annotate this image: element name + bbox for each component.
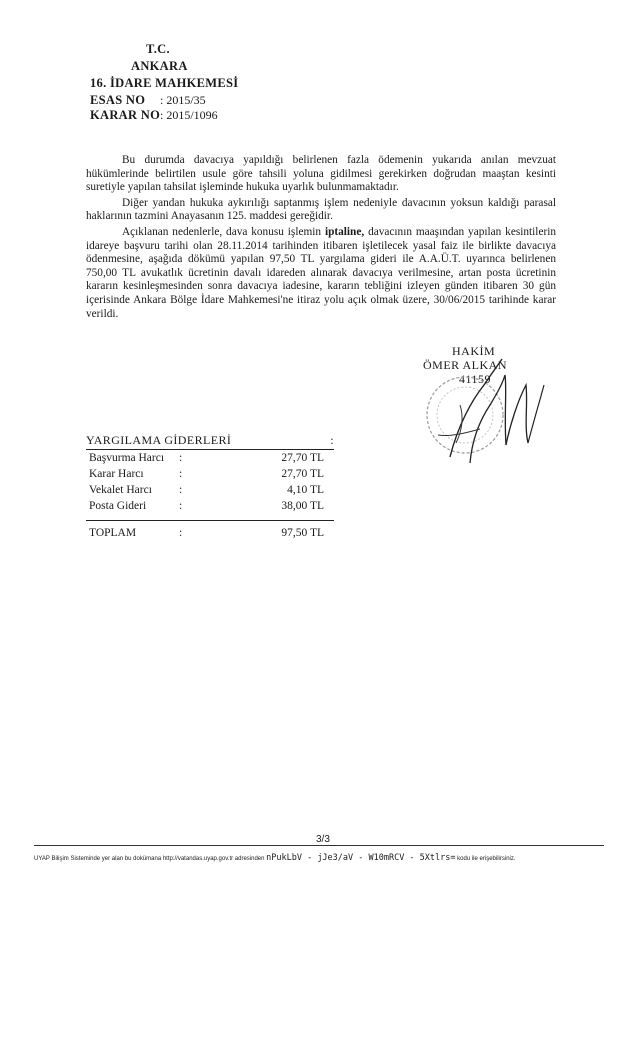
footer-access-code: nPukLbV - jJe3/aV - W10mRCV - 5Xtlrs=	[266, 853, 456, 863]
karar-value: : 2015/1096	[160, 108, 218, 122]
total-divider	[86, 520, 334, 527]
page-number: 3/3	[316, 834, 330, 845]
judge-signature-stamp	[410, 345, 560, 475]
costs-title: YARGILAMA GİDERLERİ	[86, 433, 232, 447]
esas-value: : 2015/35	[160, 93, 206, 107]
footer-text-before: UYAP Bilişim Sisteminde yer alan bu dokümana http://vatandas.uyap.gov.tr adresinden	[34, 856, 265, 862]
iptaline-emphasis: iptaline,	[324, 225, 365, 238]
cost-row	[86, 468, 334, 484]
cost-amount: 27,70 TL	[281, 468, 324, 480]
cost-sep: :	[179, 500, 183, 512]
costs-table	[86, 433, 334, 543]
paragraph-3-rest: davacının maaşından yapılan kesintilerin idareye başvuru tarihi olan 28.11.2014 tarihinden itibaren işletilecek yasal faiz ile birlikte davacıya ödenmesine, aşağıda dökümü yapılan 97,50 TL yargılama gideri ile A.A.Ü.T. uyarınca belirlenen 750,00 TL avukatlık ücretinin davalı idareden alınarak davacıya verilmesine, artan posta ücretinin kararın kesinleşmesinden sonra davacıya iadesine, kararın tebliğini izleyen günden itibaren 30 gün içerisinde Ankara Bölge İdare Mahkemesi'ne itiraz yolu açık olmak üzere, 30/06/2015 tarihinde karar verildi.	[86, 225, 557, 320]
cost-label: Posta Gideri	[89, 500, 147, 512]
cost-label: Başvurma Harcı	[89, 452, 165, 464]
cost-sep: :	[179, 468, 183, 480]
cost-label: Karar Harcı	[89, 468, 144, 480]
footer-text-after: kodu ile erişebilirsiniz.	[457, 856, 516, 862]
body-text	[86, 154, 556, 321]
paragraph-1: Bu durumda davacıya yapıldığı belirlenen fazla ödemenin yukarıda anılan mevzuat hükümlerinde belirtilen usule göre tahsili yoluna gidilmesi gerekirken doğrudan maaştan kesinti suretiyle yapılan tahsilat işleminde hukuka uyarlık bulunmamaktadır.	[86, 154, 556, 194]
total-label: TOPLAM	[89, 527, 137, 539]
paragraph-3-start: Açıklanan nedenlerle, dava konusu işlemin	[122, 225, 322, 238]
header-country: T.C.	[146, 42, 170, 56]
total-row	[86, 527, 334, 543]
paragraph-2: Diğer yandan hukuka aykırılığı saptanmış işlem nedeniyle davacının yoksun kaldığı parasal haklarının tazmini Anayasanın 125. maddesi gereğidir.	[86, 196, 556, 223]
cost-amount: 27,70 TL	[281, 452, 324, 464]
cost-row	[86, 452, 334, 468]
header-city: ANKARA	[131, 59, 188, 73]
footer-note	[34, 853, 604, 863]
total-amount: 97,50 TL	[281, 527, 324, 539]
esas-label: ESAS NO	[90, 93, 146, 107]
cost-label: Vekalet Harcı	[89, 484, 152, 496]
footer-divider	[34, 845, 604, 846]
cost-amount: 4,10 TL	[287, 484, 324, 496]
judge-name: ÖMER ALKAN	[423, 358, 508, 372]
header-court: 16. İDARE MAHKEMESİ	[90, 76, 239, 90]
cost-amount: 38,00 TL	[281, 500, 324, 512]
judge-title: HAKİM	[452, 344, 496, 358]
cost-sep: :	[179, 452, 183, 464]
costs-title-colon: :	[330, 433, 334, 447]
cost-row	[86, 484, 334, 500]
karar-label: KARAR NO	[90, 108, 161, 122]
cost-row	[86, 500, 334, 516]
total-sep: :	[179, 527, 183, 539]
costs-title-row	[86, 433, 334, 450]
cost-sep: :	[179, 484, 183, 496]
cost-rows	[86, 452, 334, 516]
paragraph-3	[86, 226, 556, 321]
judge-number: 41159	[459, 372, 492, 386]
